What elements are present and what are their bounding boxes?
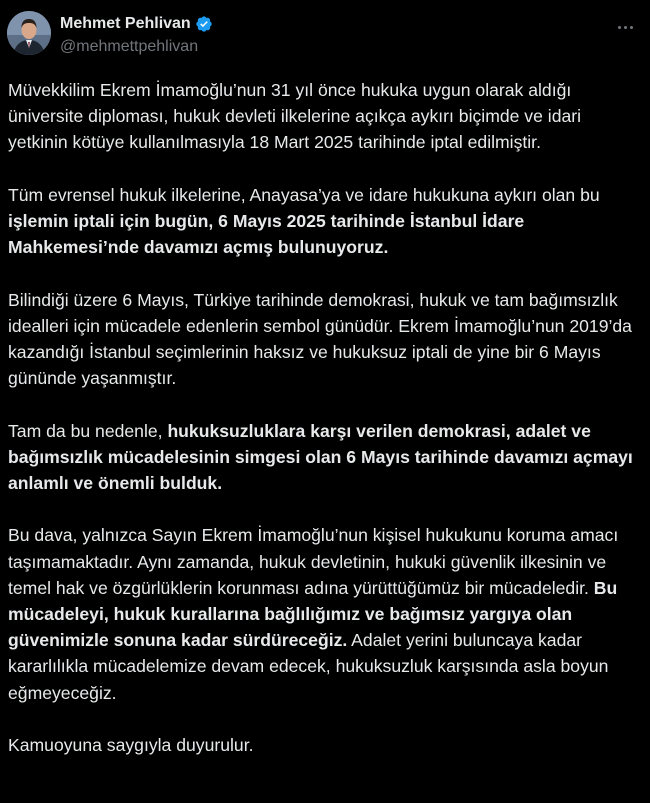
- text-segment: Bu dava, yalnızca Sayın Ekrem İmamoğlu’nun kişisel hukukunu koruma amacı taşımamaktadır. Aynı zamanda, hukuk devletinin, hukuki güvenlik ilkesinin ve temel hak ve özgürlüklerin korunması adına yürüttüğümüz bir mücadeledir.: [8, 525, 619, 598]
- more-options-icon[interactable]: [614, 17, 636, 37]
- paragraph: [8, 418, 636, 497]
- post-text: [8, 77, 636, 784]
- verified-badge-icon[interactable]: [195, 15, 213, 33]
- paragraph: [8, 522, 636, 705]
- text-segment-bold: hukuksuzluklara karşı verilen demokrasi, adalet ve bağımsızlık mücadelesinin simgesi olan 6 Mayıs tarihinde davamızı açmayı anlamlı ve önemli bulduk.: [8, 420, 633, 493]
- author-display-name[interactable]: Mehmet Pehlivan: [60, 15, 191, 32]
- profile-photo: [7, 11, 51, 55]
- text-segment: Bilindiği üzere 6 Mayıs, Türkiye tarihinde demokrasi, hukuk ve tam bağımsızlık idealleri için mücadele edenlerin sembol günüdür. Ekrem İmamoğlu’nun 2019’da kazandığı İstanbul seçimlerinin haksız ve hukuksuz iptali de yine bir 6 Mayıs gününde yaşanmıştır.: [8, 289, 632, 389]
- paragraph: [8, 287, 636, 392]
- text-segment: Müvekkilim Ekrem İmamoğlu’nun 31 yıl önce hukuka uygun olarak aldığı üniversite diploması, hukuk devleti ilkelerine açıkça aykırı biçimde ve idari yetkinin kötüye kullanılmasıyla 18 Mart 2025 tarihinde iptal edilmiştir.: [8, 80, 582, 153]
- post-header: [7, 11, 636, 61]
- text-segment: Tüm evrensel hukuk ilkelerine, Anayasa’ya ve idare hukukuna aykırı olan bu: [8, 184, 600, 205]
- text-segment: Adalet yerini buluncaya kadar kararlılıkla mücadelemize devam edecek, hukuksuzluk karşısında asla boyun eğmeyeceğiz.: [8, 630, 609, 703]
- text-segment: Kamuoyuna saygıyla duyurulur.: [8, 735, 254, 755]
- paragraph: [8, 182, 636, 261]
- avatar[interactable]: [7, 11, 51, 55]
- author-handle[interactable]: @mehmettpehlivan: [60, 38, 199, 55]
- text-segment-bold: işlemin iptali için bugün, 6 Mayıs 2025 tarihinde İstanbul İdare Mahkemesi’nde davamızı açmış bulunuyoruz.: [8, 211, 525, 258]
- paragraph: [8, 77, 636, 156]
- paragraph: [8, 732, 636, 758]
- author-name-row: [60, 15, 213, 33]
- text-segment: Tam da bu nedenle,: [8, 420, 168, 441]
- text-segment-bold: Bu mücadeleyi, hukuk kurallarına bağlılığımız ve bağımsız yargıya olan güvenimizle sonuna kadar sürdüreceğiz.: [8, 577, 618, 651]
